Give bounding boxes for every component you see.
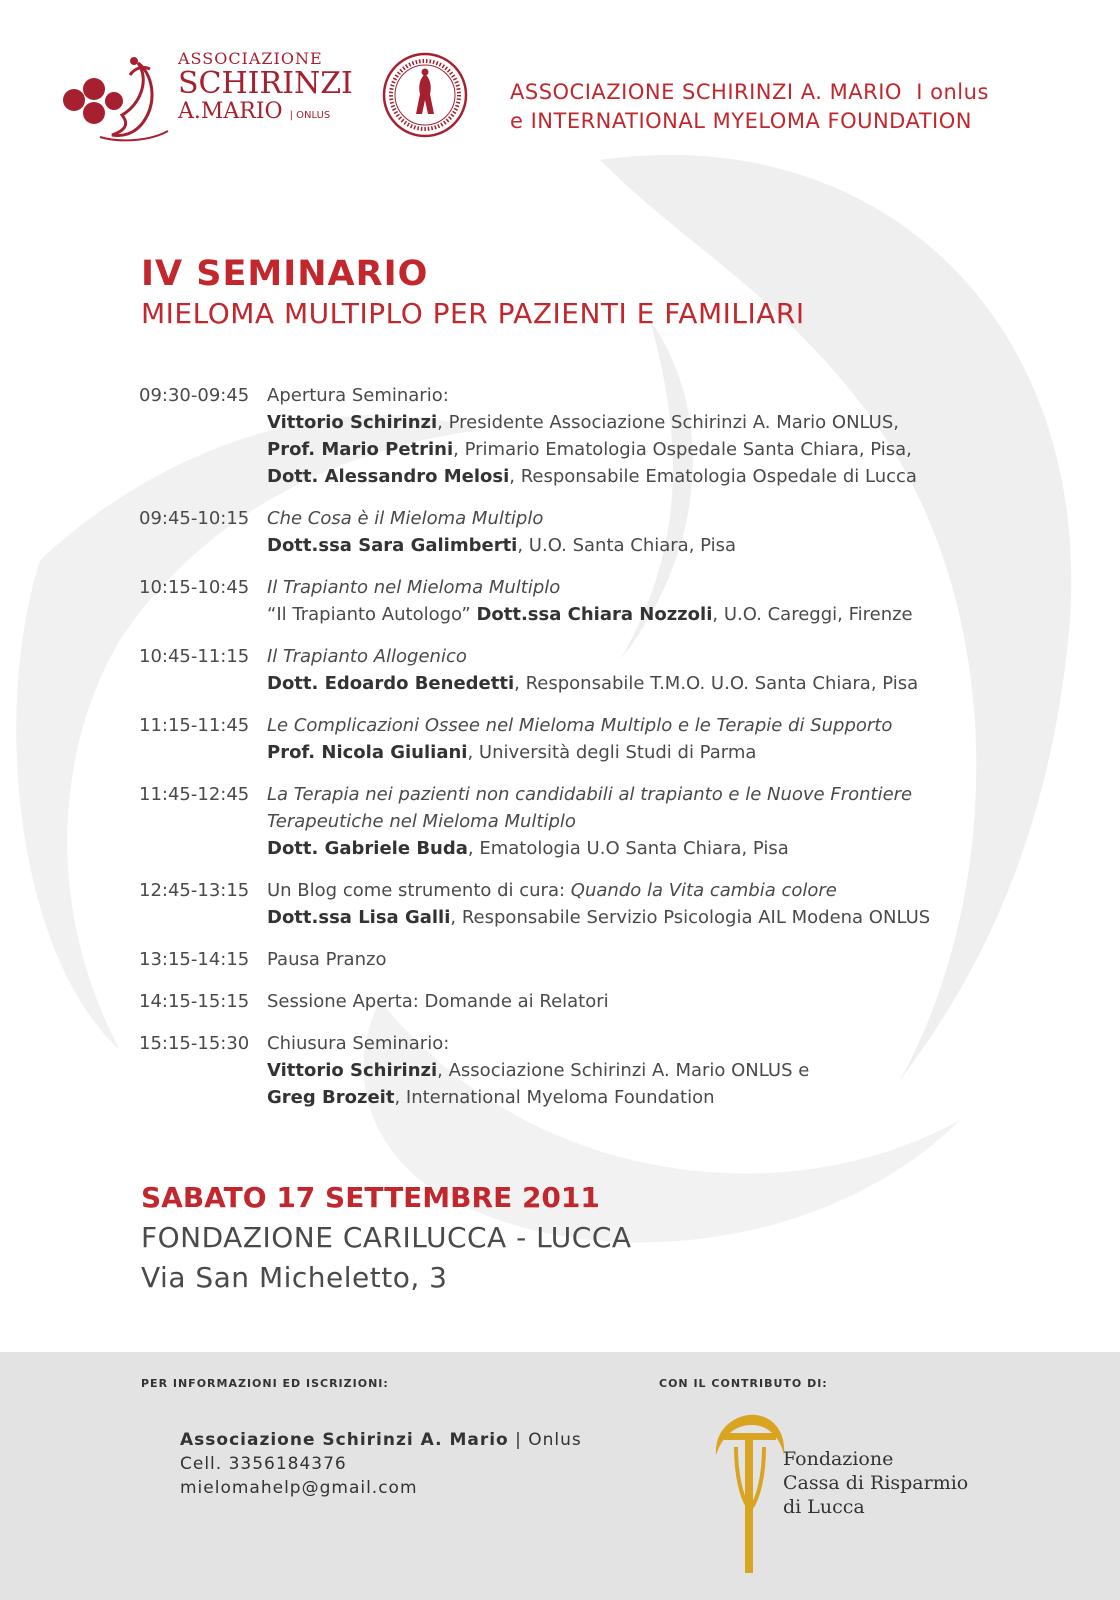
- program-topic: Sessione Aperta: Domande ai Relatori: [267, 991, 609, 1012]
- program-item: [139, 382, 1039, 490]
- program-topic: Le Complicazioni Ossee nel Mieloma Multiplo e le Terapie di Supporto: [267, 715, 893, 736]
- header-title-line2: e INTERNATIONAL MYELOMA FOUNDATION: [510, 109, 972, 133]
- schirinzi-emblem-icon: [60, 45, 178, 145]
- program-time: 10:15-10:45: [139, 577, 250, 598]
- fondazione-logo-icon: [708, 1407, 788, 1577]
- speaker-role: , Presidente Associazione Schirinzi A. Mario ONLUS,: [437, 412, 899, 433]
- program-item: [139, 781, 1039, 862]
- speaker-name: Vittorio Schirinzi: [267, 412, 438, 433]
- logo-text-schirinzi: SCHIRINZI: [178, 66, 353, 101]
- program-topic: Il Trapianto Allogenico: [267, 646, 467, 667]
- speaker-name: Dott.ssa Lisa Galli: [267, 907, 451, 928]
- contact-org: Associazione Schirinzi A. Mario: [180, 1430, 509, 1450]
- info-label: PER INFORMAZIONI ED ISCRIZIONI:: [141, 1377, 389, 1390]
- speaker-role: , Primario Ematologia Ospedale Santa Chiara, Pisa,: [453, 439, 912, 460]
- program-topic: La Terapia nei pazienti non candidabili al trapianto e le Nuove Frontiere: [267, 784, 913, 805]
- speaker-name: Dott. Gabriele Buda: [267, 838, 468, 859]
- program-time: 11:45-12:45: [139, 784, 250, 805]
- program-subtopic: “Il Trapianto Autologo”: [267, 604, 477, 625]
- event-details: [141, 1178, 632, 1298]
- speaker-name: Dott. Alessandro Melosi: [267, 466, 510, 487]
- logo-text-onlus: | ONLUS: [289, 110, 331, 121]
- contact-phone: Cell. 3356184376: [180, 1454, 347, 1474]
- program-item: [139, 1030, 1039, 1111]
- footer: [0, 1352, 1120, 1600]
- seminar-heading: [141, 252, 805, 332]
- event-address: Via San Micheletto, 3: [141, 1261, 448, 1294]
- sponsor-line2: Cassa di Risparmio: [783, 1472, 969, 1494]
- speaker-name: Greg Brozeit: [267, 1087, 395, 1108]
- event-venue: FONDAZIONE CARILUCCA - LUCCA: [141, 1221, 632, 1254]
- speaker-name: Prof. Mario Petrini: [267, 439, 454, 460]
- program-time: 11:15-11:45: [139, 715, 250, 736]
- program-schedule: [139, 382, 1039, 1126]
- program-topic: Pausa Pranzo: [267, 949, 387, 970]
- speaker-name: Dott.ssa Sara Galimberti: [267, 535, 518, 556]
- speaker-name: Dott.ssa Chiara Nozzoli: [476, 604, 713, 625]
- contact-onlus: | Onlus: [508, 1430, 582, 1450]
- program-item: [139, 712, 1039, 766]
- speaker-role: , U.O. Santa Chiara, Pisa: [517, 535, 737, 556]
- program-topic: Il Trapianto nel Mieloma Multiplo: [267, 577, 561, 598]
- seminar-title: IV SEMINARIO: [141, 254, 429, 294]
- program-topic: Che Cosa è il Mieloma Multiplo: [267, 508, 544, 529]
- speaker-role: , Responsabile T.M.O. U.O. Santa Chiara, Pisa: [514, 673, 919, 694]
- program-time: 15:15-15:30: [139, 1033, 250, 1054]
- program-item: [139, 946, 1039, 973]
- speaker-role: , Università degli Studi di Parma: [467, 742, 757, 763]
- event-date: SABATO 17 SETTEMBRE 2011: [141, 1181, 600, 1214]
- contact-block: [180, 1428, 582, 1500]
- contrib-label: CON IL CONTRIBUTO DI:: [659, 1377, 828, 1390]
- speaker-role: , Ematologia U.O Santa Chiara, Pisa: [467, 838, 789, 859]
- speaker-role: , Responsabile Servizio Psicologia AIL Modena ONLUS: [450, 907, 931, 928]
- schirinzi-logo: [60, 45, 360, 145]
- program-time: 14:15-15:15: [139, 991, 250, 1012]
- seminar-subtitle: MIELOMA MULTIPLO PER PAZIENTI E FAMILIARI: [141, 297, 805, 330]
- contact-email: mielomahelp@gmail.com: [180, 1478, 418, 1498]
- speaker-name: Dott. Edoardo Benedetti: [267, 673, 515, 694]
- header-title-onlus: I onlus: [916, 80, 989, 104]
- header-title-line1: ASSOCIAZIONE SCHIRINZI A. MARIO: [510, 80, 902, 104]
- program-item: [139, 574, 1039, 628]
- sponsor-name: [783, 1447, 968, 1519]
- program-topic-italic: Quando la Vita cambia colore: [570, 880, 837, 901]
- imf-seal-icon: [382, 52, 468, 138]
- program-topic: Terapeutiche nel Mieloma Multiplo: [267, 811, 576, 832]
- program-time: 10:45-11:15: [139, 646, 250, 667]
- sponsor-line3: di Lucca: [783, 1496, 865, 1518]
- sponsor-line1: Fondazione: [783, 1448, 894, 1470]
- logo-text-amario: A.MARIO: [178, 99, 283, 124]
- program-item: [139, 877, 1039, 931]
- speaker-name: Vittorio Schirinzi: [267, 1060, 438, 1081]
- program-time: 09:45-10:15: [139, 508, 250, 529]
- program-topic: Un Blog come strumento di cura:: [267, 880, 571, 901]
- program-time: 09:30-09:45: [139, 385, 250, 406]
- speaker-role: , Responsabile Ematologia Ospedale di Lucca: [509, 466, 917, 487]
- speaker-name: Prof. Nicola Giuliani: [267, 742, 468, 763]
- program-item: [139, 988, 1039, 1015]
- program-item: [139, 505, 1039, 559]
- logo-text-associazione: ASSOCIAZIONE: [178, 49, 323, 68]
- program-time: 12:45-13:15: [139, 880, 250, 901]
- program-topic: Chiusura Seminario:: [267, 1033, 450, 1054]
- program-topic: Apertura Seminario:: [267, 385, 449, 406]
- header-title: [510, 78, 989, 136]
- speaker-role: , Associazione Schirinzi A. Mario ONLUS e: [437, 1060, 810, 1081]
- program-item: [139, 643, 1039, 697]
- speaker-role: , International Myeloma Foundation: [394, 1087, 715, 1108]
- program-time: 13:15-14:15: [139, 949, 250, 970]
- speaker-role: , U.O. Careggi, Firenze: [712, 604, 913, 625]
